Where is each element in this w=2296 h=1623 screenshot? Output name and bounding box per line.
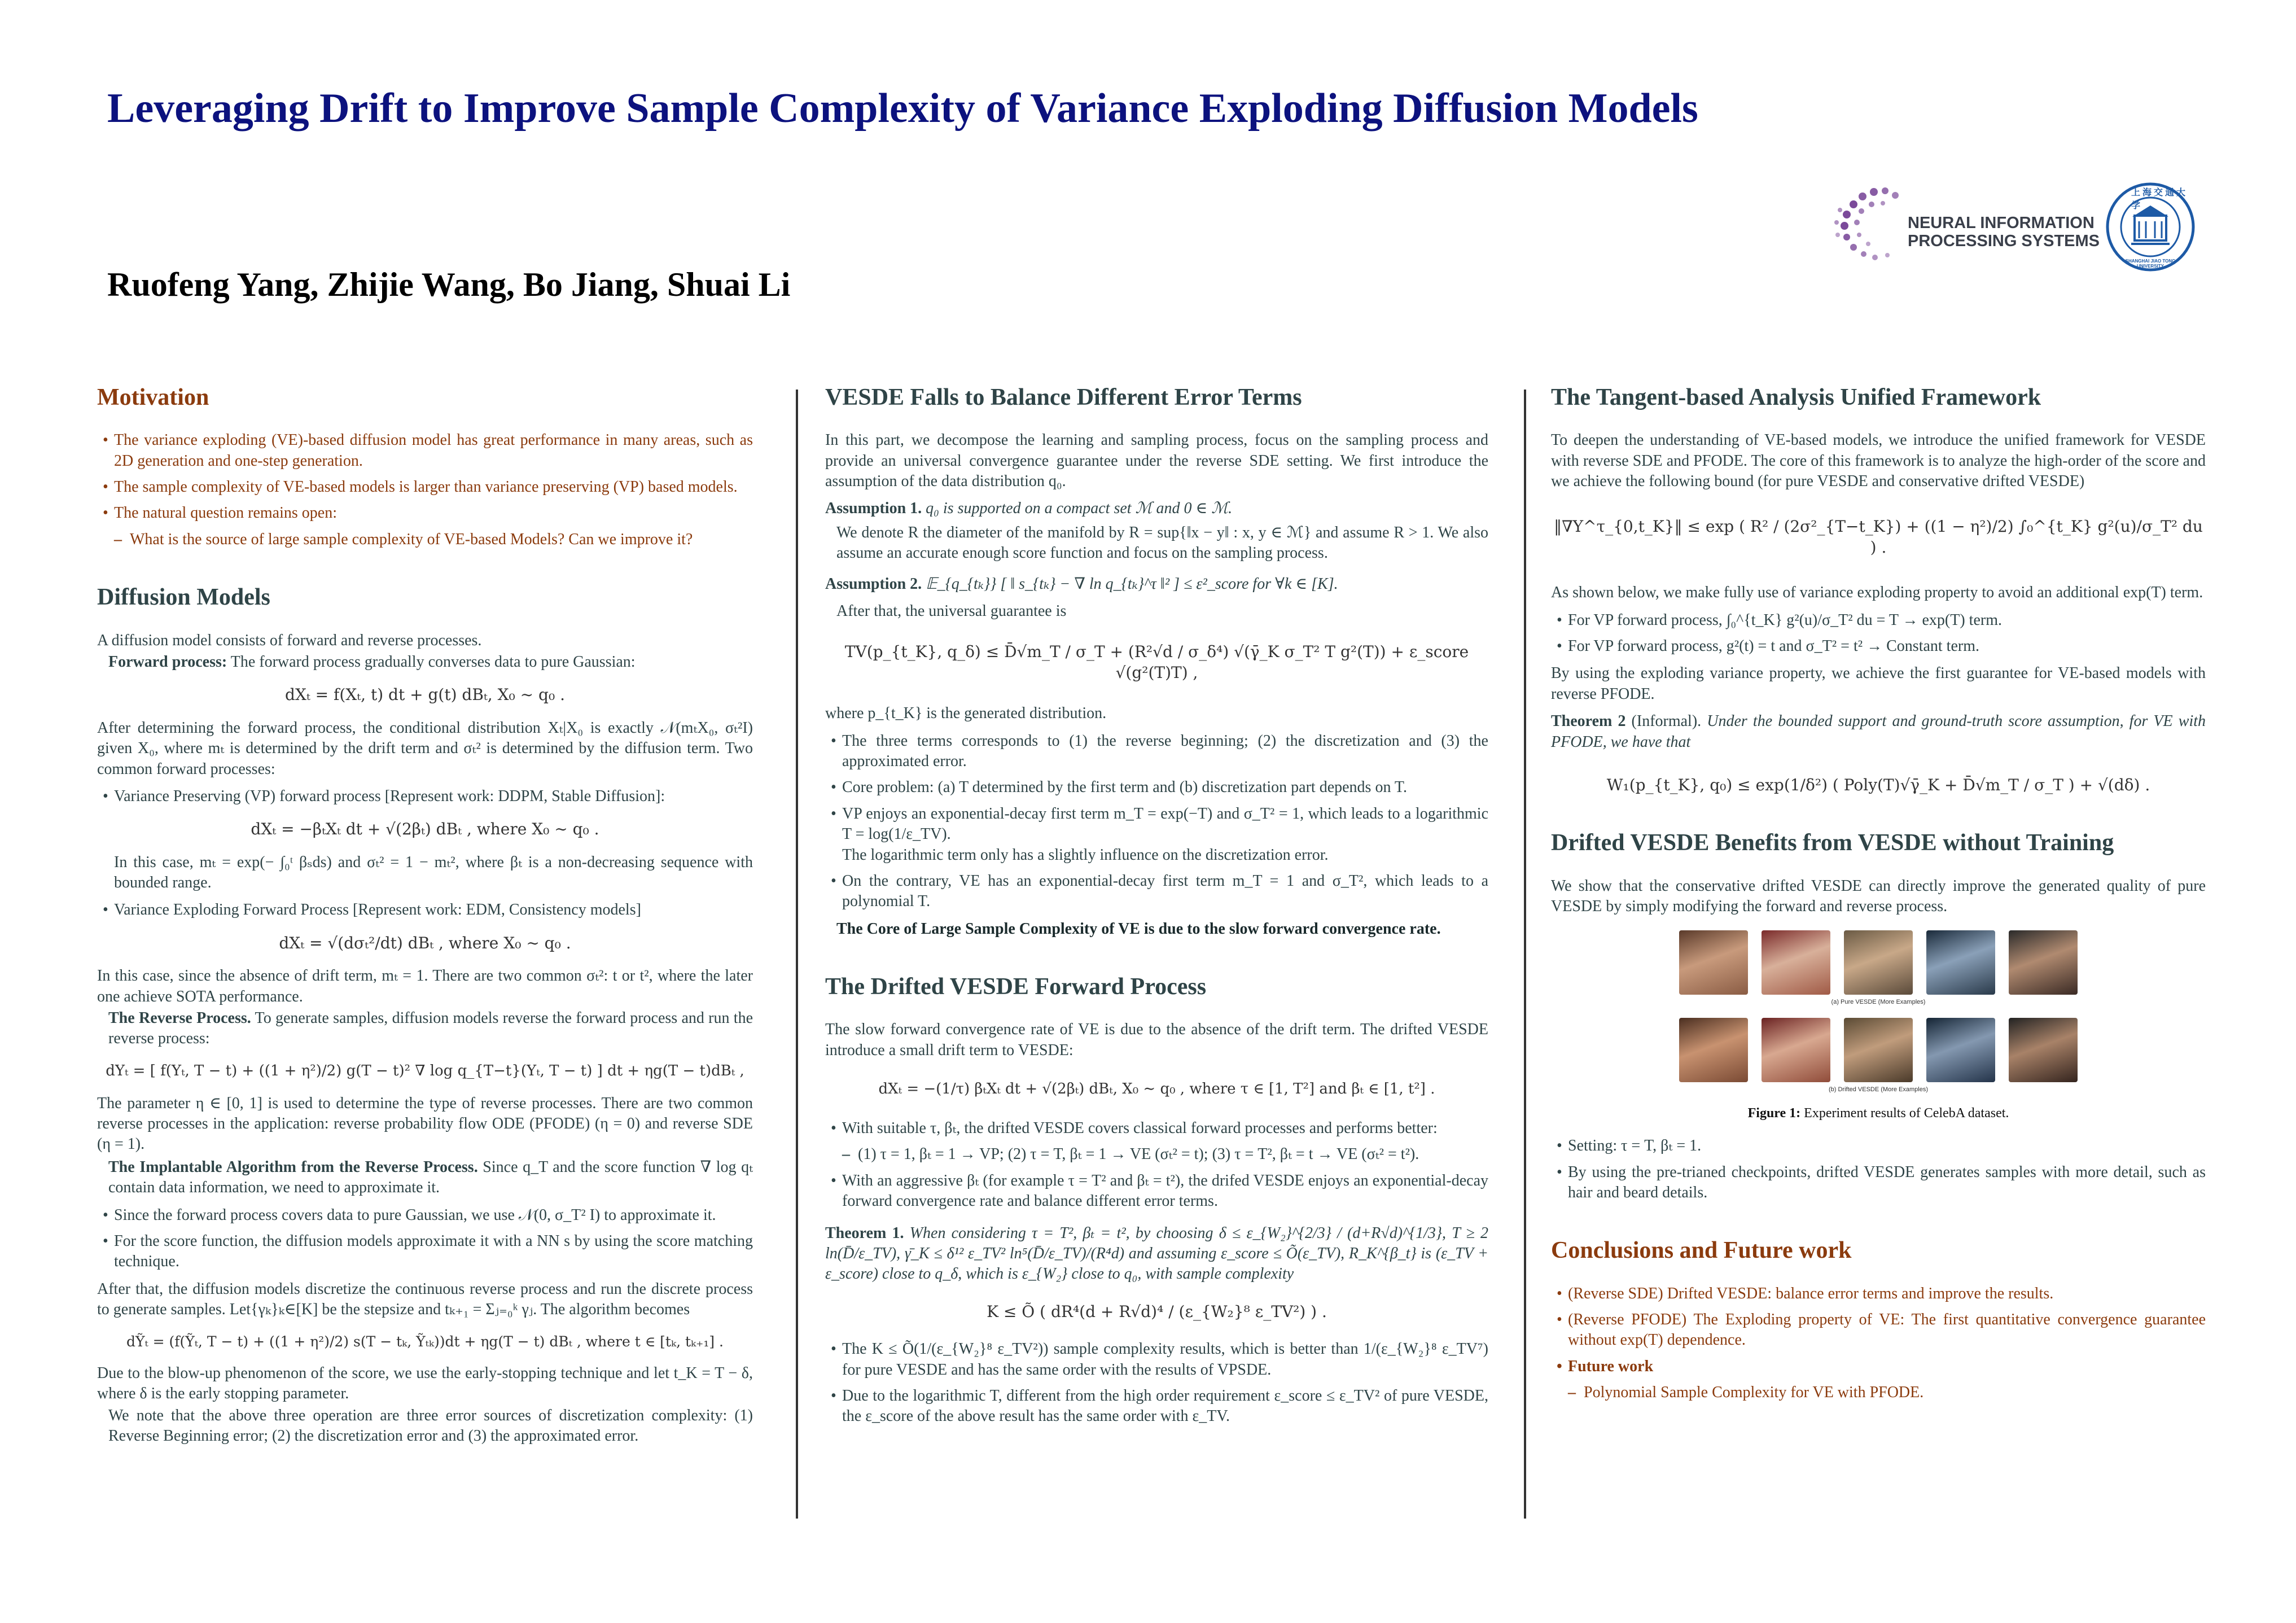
list-item: • The variance exploding (VE)-based diffusion model has great performance in many areas, such as 2D generation and one-step generation. <box>103 431 753 470</box>
equation: ‖∇Y^τ_{0,t_K}‖ ≤ exp ( R² / (2σ²_{T−t_K}) + ((1 − η²)/2) ∫₀^{t_K} g²(u)/σ_T² du ) . <box>1554 517 2203 557</box>
list-item: • By using the pre-trianed checkpoints, drifted VESDE generates samples with more detail, such as hair and beard details. <box>1557 1163 2206 1202</box>
figure-caption: Figure 1: Experiment results of CelebA dataset. <box>1747 1106 2009 1121</box>
drifted-vesde-image-row <box>1551 1018 2206 1082</box>
list-item: • The sample complexity of VE-based models is larger than variance preserving (VP) based models. <box>103 478 738 496</box>
paragraph: The Implantable Algorithm from the Reverse Process. Since q_T and the score function ∇ log qₜ contain data information, we need to approximate it. <box>108 1158 753 1197</box>
paragraph: We show that the conservative drifted VESDE can directly improve the generated quality of pure VESDE by simply modifying the forward and reverse process. <box>1551 877 2206 916</box>
paragraph: In this part, we decompose the learning and sampling process, focus on the sampling process and provide an universal convergence guarantee under the reverse SDE setting. We first introduce the assumption of the data distribution q₀. <box>825 431 1488 491</box>
diffusion-models-section <box>97 584 753 1446</box>
motivation-section <box>97 384 753 550</box>
core-statement: The Core of Large Sample Complexity of VE is due to the slow forward convergence rate. <box>836 920 1441 938</box>
list-item: • Core problem: (a) T determined by the first term and (b) discretization part depends on T. <box>831 778 1407 797</box>
paragraph: The parameter η ∈ [0, 1] is used to determine the type of reverse processes. There are two common reverse processes in the application: reverse probability flow ODE (PFODE) (η = 0) and reverse SDE (η = 1). <box>97 1094 753 1153</box>
tangent-framework-heading: The Tangent-based Analysis Unified Framework <box>1551 384 2041 410</box>
vesde-balance-heading: VESDE Falls to Balance Different Error Terms <box>825 384 1302 410</box>
face-image <box>1926 1018 1995 1082</box>
list-item: • With an aggressive βₜ (for example τ = T² and βₜ = t²), the drifed VESDE enjoys an exponential-decay forward convergence rate and balance different error terms. <box>831 1171 1488 1210</box>
equation: K ≤ Õ ( dR⁴(d + R√d)⁴ / (ε_{W₂}⁸ ε_TV²) ) . <box>987 1302 1327 1321</box>
list-item: • The K ≤ Õ(1/(ε_{W₂}⁸ ε_TV²)) sample complexity results, which is better than 1/(ε_{W₂}⁸ ε_TV⁷) for pure VESDE and has the same order with the results of VPSDE. <box>831 1340 1488 1379</box>
equation: TV(p_{t_K}, q_δ) ≤ D̄√m_T / σ_T + (R²√d / σ_δ⁴) √(γ̄_K σ_T² T g²(T)) + ε_score √(g²(T)T) , <box>844 642 1469 682</box>
poster-authors: Ruofeng Yang, Zhijie Wang, Bo Jiang, Shuai Li <box>107 266 791 303</box>
face-image <box>1844 1018 1913 1082</box>
equation: dXₜ = f(Xₜ, t) dt + g(t) dBₜ, X₀ ∼ q₀ . <box>285 685 565 705</box>
conclusions-section <box>1551 1237 2206 1403</box>
equation: dXₜ = −βₜXₜ dt + √(2βₜ) dBₜ , where X₀ ∼ q₀ . <box>251 820 599 839</box>
list-item: – Polynomial Sample Complexity for VE with PFODE. <box>1568 1384 1924 1402</box>
face-image <box>1926 930 1995 995</box>
list-item: • Future work <box>1557 1357 1654 1375</box>
paragraph: As shown below, we make fully use of variance exploding property to avoid an additional exp(T) term. <box>1551 584 2203 602</box>
list-item: • The three terms corresponds to (1) the reverse beginning; (2) the discretization and (3) the approximated error. <box>831 732 1488 770</box>
theorem-1: Theorem 1. When considering τ = T², βₜ = t², by choosing δ ≤ ε_{W₂}^{2/3} / (d+R√d)^{1/3}, T ≥ 2 ln(D̄/ε_TV), γ̄_K ≤ δ¹² ε_TV² ln⁵(D̄/ε_TV)/(R⁴d) and assuming ε_score ≤ Õ(ε_TV), R_K^{β_t} is (ε_TV + ε_score) close to q_δ, which is ε_{W₂} close to q₀, with sample complexity <box>825 1224 1488 1283</box>
tangent-framework-section <box>1551 384 2206 795</box>
list-item: • For the score function, the diffusion models approximate it with a NN s by using the score matching technique. <box>103 1232 753 1271</box>
face-image <box>1679 1018 1748 1082</box>
paragraph: Assumption 1. q₀ is supported on a compact set ℳ and 0 ∈ ℳ. <box>825 500 1233 518</box>
face-image <box>1762 930 1830 995</box>
drifted-vesde-heading: The Drifted VESDE Forward Process <box>825 974 1207 1000</box>
benefits-heading: Drifted VESDE Benefits from VESDE without Training <box>1551 830 2114 856</box>
list-item: • For VP forward process, ∫₀^{t_K} g²(u)/σ_T² du = T → exp(T) term. <box>1557 611 2002 629</box>
column-2 <box>825 384 1488 1434</box>
face-image <box>2009 930 2078 995</box>
equation: dXₜ = √(dσₜ²/dt) dBₜ , where X₀ ∼ q₀ . <box>279 933 571 952</box>
equation: dỸₜ = (f(Ỹₜ, T − t) + ((1 + η²)/2) s(T − tₖ, Ỹₜₖ))dt + ηg(T − t) dBₜ , where t ∈ [tₖ, tₖ₊₁] . <box>126 1333 724 1350</box>
caption-b: (b) Drifted VESDE (More Examples) <box>1828 1086 1929 1093</box>
paragraph: After determining the forward process, the conditional distribution Xₜ|X₀ is exactly 𝒩(mₜX₀, σₜ²I) given X₀, where mₜ is determined by the drift term and σₜ² is determined by the diffusion term. Two common forward processes: <box>97 719 753 778</box>
pure-vesde-image-row <box>1551 930 2206 995</box>
paragraph: Due to the blow-up phenomenon of the score, we use the early-stopping technique and let t_K = T − δ, where δ is the early stopping parameter. <box>97 1364 753 1403</box>
poster-title: Leveraging Drift to Improve Sample Complexity of Variance Exploding Diffusion Models <box>107 85 1698 132</box>
column-1 <box>97 384 753 1454</box>
paragraph: We denote R the diameter of the manifold by R = sup{‖x − y‖ : x, y ∈ ℳ} and assume R > 1. We also assume an accurate enough score function and focus on the sampling process. <box>836 523 1488 562</box>
list-item: • Since the forward process covers data to pure Gaussian, we use 𝒩(0, σ_T² I) to approximate it. <box>103 1206 716 1224</box>
benefits-section <box>1551 829 2206 1203</box>
theorem-2: Theorem 2 (Informal). Under the bounded support and ground-truth score assumption, for VE with PFODE, we have that <box>1551 712 2206 751</box>
column-divider-1 <box>796 390 798 1519</box>
equation: W₁(p_{t_K}, q₀) ≤ exp(1/δ²) ( Poly(T)√γ̄_K + D̄√m_T / σ_T ) + √(dδ) . <box>1606 775 2150 794</box>
list-item: • On the contrary, VE has an exponential-decay first term m_T = 1 and σ_T², which leads to a polynomial T. <box>831 872 1488 911</box>
neurips-logo <box>1829 181 2100 265</box>
paragraph: By using the exploding variance property, we achieve the first guarantee for VE-based models with reverse PFODE. <box>1551 664 2206 703</box>
list-item: • (Reverse PFODE) The Exploding property of VE: The first quantitative convergence guarantee without exp(T) dependence. <box>1557 1311 2206 1349</box>
list-item: • Variance Preserving (VP) forward process [Represent work: DDPM, Stable Diffusion]: <box>103 787 665 805</box>
paragraph: where p_{t_K} is the generated distribution. <box>825 705 1107 723</box>
face-image <box>2009 1018 2078 1082</box>
column-divider-2 <box>1524 390 1526 1519</box>
list-item: • VP enjoys an exponential-decay first term m_T = exp(−T) and σ_T² = 1, which leads to a logarithmic T = log(1/ε_TV). The logarithmic term only has a slightly influence on the discretization error. <box>831 804 1488 864</box>
vesde-balance-section <box>825 384 1488 939</box>
list-item: • The natural question remains open: <box>103 504 337 522</box>
motivation-heading: Motivation <box>97 384 209 410</box>
equation: dYₜ = [ f(Yₜ, T − t) + ((1 + η²)/2) g(T − t)² ∇ log q_{T−t}(Yₜ, T − t) ] dt + ηg(T − t)dBₜ , <box>106 1062 744 1079</box>
diffusion-models-heading: Diffusion Models <box>97 584 270 611</box>
neurips-dots-icon <box>1829 181 1919 265</box>
paragraph: After that, the universal guarantee is <box>836 602 1067 620</box>
neurips-text-line1: NEURAL INFORMATION <box>1908 214 2095 232</box>
equation: dXₜ = −(1/τ) βₜXₜ dt + √(2βₜ) dBₜ, X₀ ∼ q₀ , where τ ∈ [1, T²] and βₜ ∈ [1, t²] . <box>878 1080 1435 1098</box>
list-item: • Setting: τ = T, βₜ = 1. <box>1557 1137 1702 1155</box>
paragraph: After that, the diffusion models discretize the continuous reverse process and run the discrete process to generate samples. Let{γₖ}ₖ∈[K] be the stepsize and tₖ₊₁ = Σⱼ₌₀ᵏ γⱼ. The algorithm becomes <box>97 1280 753 1319</box>
paragraph: Assumption 2. 𝔼_{q_{tₖ}} [ ‖ s_{tₖ} − ∇ ln q_{tₖ}^τ ‖² ] ≤ ε²_score for ∀k ∈ [K]. <box>825 575 1338 593</box>
list-item: • (Reverse SDE) Drifted VESDE: balance error terms and improve the results. <box>1557 1284 2054 1302</box>
face-image <box>1844 930 1913 995</box>
paragraph: The slow forward convergence rate of VE is due to the absence of the drift term. The drifted VESDE introduce a small drift term to VESDE: <box>825 1021 1488 1059</box>
paragraph: In this case, mₜ = exp(− ∫₀ᵗ βₛds) and σₜ² = 1 − mₜ², where βₜ is a non-decreasing sequence with bounded range. <box>114 853 753 892</box>
neurips-text-line2: PROCESSING SYSTEMS <box>1908 231 2100 250</box>
column-3 <box>1551 384 2206 1410</box>
list-item: • Variance Exploding Forward Process [Represent work: EDM, Consistency models] <box>103 901 641 919</box>
paragraph: We note that the above three operation are three error sources of discretization complexity: (1) Reverse Beginning error; (2) the discretization error and (3) the approximated error. <box>108 1406 753 1445</box>
list-item: • For VP forward process, g²(t) = t and σ_T² = t² → Constant term. <box>1557 637 1979 655</box>
paragraph: The Reverse Process. To generate samples, diffusion models reverse the forward process and run the reverse process: <box>108 1009 753 1048</box>
face-image <box>1762 1018 1830 1082</box>
drifted-vesde-section <box>825 973 1488 1427</box>
sjtu-english-text: SHANGHAI JIAO TONG UNIVERSITY <box>2125 259 2176 269</box>
caption-a: (a) Pure VESDE (More Examples) <box>1831 999 1926 1006</box>
sjtu-logo <box>2105 182 2196 272</box>
list-item: • Due to the logarithmic T, different from the high order requirement ε_score ≤ ε_TV² of pure VESDE, the ε_score of the above result has the same order with ε_TV. <box>831 1386 1488 1425</box>
list-item: – (1) τ = 1, βₜ = 1 → VP; (2) τ = T, βₜ = 1 → VE (σₜ² = t); (3) τ = T², βₜ = t → VE (σₜ² = t²). <box>842 1145 1419 1163</box>
paragraph: To deepen the understanding of VE-based models, we introduce the unified framework for VESDE with reverse SDE and PFODE. The core of this framework is to analyze the high-order of the score and we achieve the following bound (for pure VESDE and conservative drifted VESDE) <box>1551 431 2206 491</box>
paragraph: Forward process: The forward process gradually converses data to pure Gaussian: <box>108 653 636 671</box>
face-image <box>1679 930 1748 995</box>
conclusions-heading: Conclusions and Future work <box>1551 1237 1852 1264</box>
list-item: – What is the source of large sample complexity of VE-based Models? Can we improve it? <box>114 530 693 548</box>
list-item: • With suitable τ, βₜ, the drifted VESDE covers classical forward processes and performs better: <box>831 1119 1438 1137</box>
paragraph: A diffusion model consists of forward and reverse processes. <box>97 631 482 649</box>
paragraph: In this case, since the absence of drift term, mₜ = 1. There are two common σₜ²: t or t², where the later one achieve SOTA performance. <box>97 967 753 1005</box>
sjtu-chinese-text: 上海交通大学 <box>2131 187 2188 211</box>
